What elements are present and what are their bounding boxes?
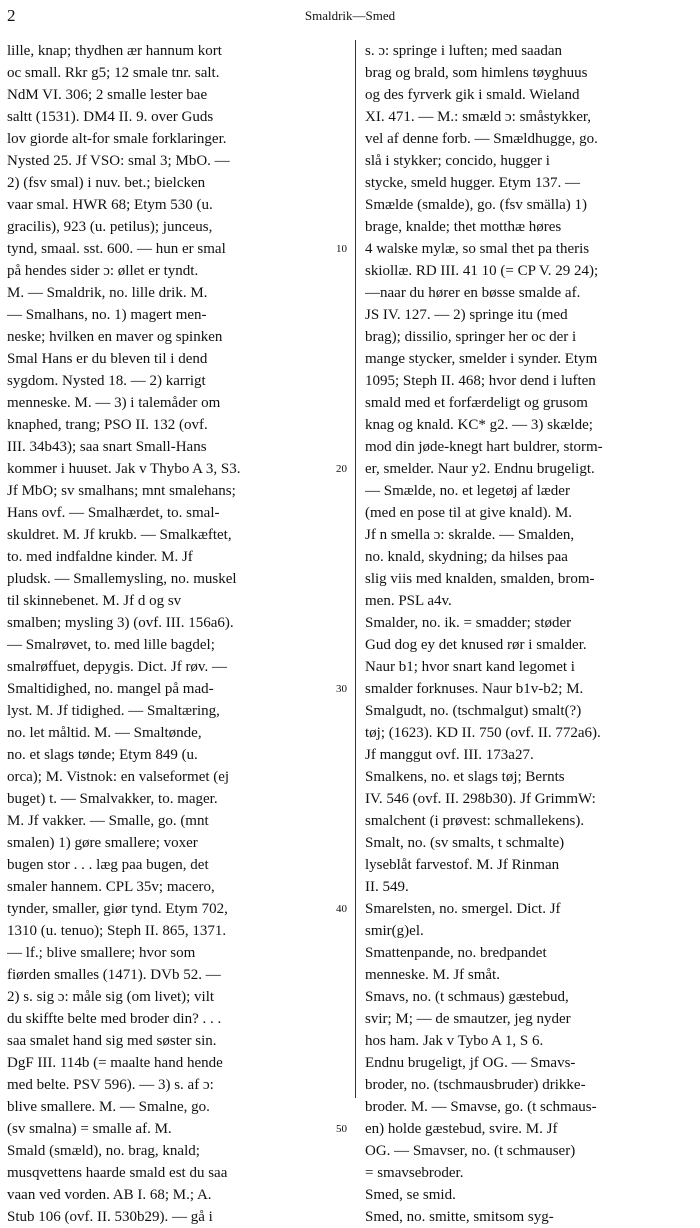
text-line: II. 549. (365, 879, 409, 895)
text-line: smaler hannem. CPL 35v; macero, (7, 879, 215, 895)
text-line: Jf MbO; sv smalhans; mnt smalehans; (7, 483, 236, 499)
text-line: 4 walske mylæ, so smal thet pa theris (365, 241, 590, 257)
text-line: brage, knalde; thet motthæ høres (365, 219, 562, 235)
text-line: OG. — Smavser, no. (t schmauser) (365, 1143, 576, 1159)
text-line: Smalgudt, no. (tschmalgut) smalt(?) (365, 703, 582, 719)
text-line: menneske. M. — 3) i talemåder om (7, 395, 221, 411)
text-line: orca); M. Vistnok: en valseformet (ej (7, 769, 230, 785)
text-line: DgF III. 114b (= maalte hand hende (7, 1055, 223, 1071)
text-line: Smaltidighed, no. mangel på mad- (7, 681, 214, 697)
text-line: fiørden smalles (1471). DVb 52. — (7, 967, 221, 983)
text-line: stycke, smeld hugger. Etym 137. — (365, 175, 580, 191)
text-line: Jf n smella ɔ: skralde. — Smalden, (365, 527, 575, 543)
text-line: vaan ved vorden. AB I. 68; M.; A. (7, 1187, 212, 1203)
margin-line-number: 20 (336, 463, 347, 475)
text-line: kommer i huuset. Jak v Thybo A 3, S3. (7, 461, 241, 477)
text-line: til skinnebenet. M. Jf d og sv (7, 593, 182, 609)
running-title: Smaldrik—Smed (304, 8, 396, 23)
text-line: Smed, no. smitte, smitsom syg- (365, 1209, 554, 1225)
text-line: 2) s. sig ɔ: måle sig (om livet); vilt (7, 989, 215, 1005)
text-line: Jf manggut ovf. III. 173a27. (365, 747, 534, 763)
text-line: mod din jøde-knegt hart buldrer, storm- (365, 439, 603, 455)
text-line: broder, no. (tschmausbruder) drikke- (365, 1077, 586, 1093)
text-line: broder. M. — Smavse, go. (t schmaus- (365, 1099, 597, 1115)
text-line: skuldret. M. Jf krukb. — Smalkæftet, (7, 527, 232, 543)
text-line: musqvettens haarde smald est du saa (7, 1165, 228, 1181)
text-line: (sv smalna) = smalle af. M. (7, 1121, 172, 1137)
text-line: mange stycker, smelder i synder. Etym (365, 351, 598, 367)
text-line: lille, knap; thydhen ær hannum kort (7, 43, 222, 59)
text-line: oc small. Rkr g5; 12 smale tnr. salt. (7, 65, 220, 81)
text-line: du skiffte belte med broder din? . . . (7, 1011, 222, 1027)
text-line: slå i stykker; concido, hugger i (365, 153, 550, 169)
text-line: JS IV. 127. — 2) springe itu (med (365, 307, 568, 323)
text-line: XI. 471. — M.: smæld ɔ: småstykker, (365, 109, 592, 125)
text-line: Endnu brugeligt, jf OG. — Smavs- (365, 1055, 576, 1071)
text-line: Gud dog ey det knused rør i smalder. (365, 637, 587, 653)
text-line: Smald (smæld), no. brag, knald; (7, 1143, 200, 1159)
text-line: smalrøffuet, depygis. Dict. Jf røv. — (7, 659, 227, 675)
text-line: knaphed, trang; PSO II. 132 (ovf. (7, 417, 208, 433)
text-line: — Smalhans, no. 1) magert men- (7, 307, 207, 323)
text-line: no. knald, skydning; da hilses paa (365, 549, 568, 565)
text-line: Smattenpande, no. bredpandet (365, 945, 547, 961)
text-line: s. ɔ: springe i luften; med saadan (365, 43, 563, 59)
text-line: Hans ovf. — Smalhærdet, to. smal- (7, 505, 220, 521)
text-line: (med en pose til at give knald). M. (365, 505, 573, 521)
text-line: no. et slags tønde; Etym 849 (u. (7, 747, 198, 763)
text-line: menneske. M. Jf småt. (365, 967, 500, 983)
text-line: smalen) 1) gøre smallere; voxer (7, 835, 198, 851)
text-line: Naur b1; hvor snart kand legomet i (365, 659, 575, 675)
text-line: Smalkens, no. et slags tøj; Bernts (365, 769, 565, 785)
text-line: lov giorde alt-for smale forklaringer. (7, 131, 227, 147)
left-column (7, 40, 342, 1228)
text-line: vaar smal. HWR 68; Etym 530 (u. (7, 197, 213, 213)
text-line: = smavsebroder. (365, 1165, 464, 1181)
text-line: smalder forknuses. Naur b1v-b2; M. (365, 681, 584, 697)
text-line: smir(g)el. (365, 923, 424, 939)
text-line: svir; M; — de smautzer, jeg nyder (365, 1011, 571, 1027)
text-line: tøj; (1623). KD II. 750 (ovf. II. 772a6). (365, 725, 601, 741)
column-divider (355, 40, 356, 1098)
text-line: Smarelsten, no. smergel. Dict. Jf (365, 901, 561, 917)
text-line: tynder, smaller, giør tynd. Etym 702, (7, 901, 228, 917)
text-line: neske; hvilken en maver og spinken (7, 329, 223, 345)
page-number: 2 (7, 6, 16, 25)
margin-line-number: 10 (336, 243, 347, 255)
text-line: tynd, smaal. sst. 600. — hun er smal (7, 241, 226, 257)
text-line: skiollæ. RD III. 41 10 (= CP V. 29 24); (365, 263, 599, 279)
text-line: Smal Hans er du bleven til i dend (7, 351, 208, 367)
text-line: 1310 (u. tenuo); Steph II. 865, 1371. (7, 923, 227, 939)
text-line: smald med et forfærdeligt og grusom (365, 395, 588, 411)
text-line: — Smælde, no. et legetøj af læder (365, 483, 570, 499)
text-line: Smalt, no. (sv smalts, t schmalte) (365, 835, 565, 851)
text-line: sygdom. Nysted 18. — 2) karrigt (7, 373, 206, 389)
text-line: Smavs, no. (t schmaus) gæstebud, (365, 989, 569, 1005)
text-line: IV. 546 (ovf. II. 298b30). Jf GrimmW: (365, 791, 596, 807)
text-line: III. 34b43); saa snart Small-Hans (7, 439, 207, 455)
text-line: slig viis med knalden, smalden, brom- (365, 571, 595, 587)
text-line: og des fyrverk gik i smald. Wieland (365, 87, 580, 103)
text-line: NdM VI. 306; 2 smalle lester bae (7, 87, 208, 103)
text-line: på hendes sider ɔ: øllet er tyndt. (7, 263, 199, 279)
text-line: brag og brald, som himlens tøyghuus (365, 65, 588, 81)
text-line: knag og knald. KC* g2. — 3) skælde; (365, 417, 593, 433)
text-line: Stub 106 (ovf. II. 530b29). — gå i (7, 1209, 213, 1225)
text-line: — lf.; blive smallere; hvor som (7, 945, 196, 961)
text-line: er, smelder. Naur y2. Endnu brugeligt. (365, 461, 595, 477)
margin-line-number: 30 (336, 683, 347, 695)
text-line: no. let måltid. M. — Smaltønde, (7, 725, 202, 741)
text-line: blive smallere. M. — Smalne, go. (7, 1099, 210, 1115)
margin-line-number: 40 (336, 903, 347, 915)
text-line: lyseblåt farvestof. M. Jf Rinman (365, 857, 560, 873)
text-line: buget) t. — Smalvakker, to. mager. (7, 791, 218, 807)
text-line: smalben; mysling 3) (ovf. III. 156a6). (7, 615, 234, 631)
text-line: brag); dissilio, springer her oc der i (365, 329, 577, 345)
text-line: Smælde (smalde), go. (fsv smälla) 1) (365, 197, 588, 213)
text-line: men. PSL a4v. (365, 593, 452, 609)
text-line: Nysted 25. Jf VSO: smal 3; MbO. — (7, 153, 230, 169)
text-line: bugen stor . . . læg paa bugen, det (7, 857, 209, 873)
text-line: saa smalet hand sig med søster sin. (7, 1033, 217, 1049)
text-line: —naar du hører en bøsse smalde af. (365, 285, 581, 301)
right-column (365, 40, 700, 1228)
text-line: M. — Smaldrik, no. lille drik. M. (7, 285, 208, 301)
text-line: vel af denne forb. — Smældhugge, go. (365, 131, 598, 147)
text-line: Smalder, no. ik. = smadder; støder (365, 615, 572, 631)
text-line: en) holde gæstebud, svire. M. Jf (365, 1121, 558, 1137)
text-line: M. Jf vakker. — Smalle, go. (mnt (7, 813, 209, 829)
text-line: gracilis), 923 (u. petilus); junceus, (7, 219, 213, 235)
text-line: saltt (1531). DM4 II. 9. over Guds (7, 109, 214, 125)
text-line: 2) (fsv smal) i nuv. bet.; bielcken (7, 175, 206, 191)
text-line: smalchent (i prøvest: schmallekens). (365, 813, 585, 829)
text-line: Smed, se smid. (365, 1187, 456, 1203)
text-line: to. med indfaldne kinder. M. Jf (7, 549, 193, 565)
margin-line-number: 50 (336, 1123, 347, 1135)
text-line: 1095; Steph II. 468; hvor dend i luften (365, 373, 596, 389)
text-line: hos ham. Jak v Tybo A 1, S 6. (365, 1033, 544, 1049)
text-line: lyst. M. Jf tidighed. — Smaltæring, (7, 703, 220, 719)
text-line: pludsk. — Smallemysling, no. muskel (7, 571, 237, 587)
text-line: med belte. PSV 596). — 3) s. af ɔ: (7, 1077, 214, 1093)
text-line: — Smalrøvet, to. med lille bagdel; (7, 637, 215, 653)
